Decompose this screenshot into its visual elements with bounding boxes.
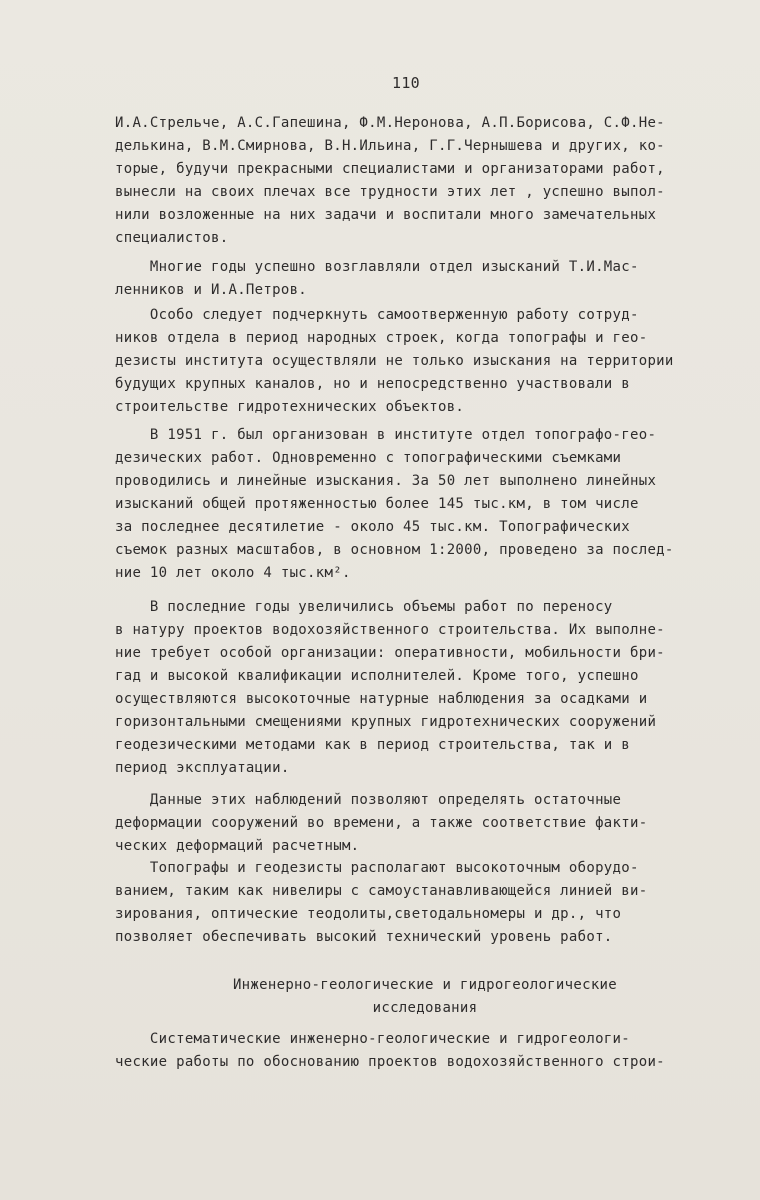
text-line: ческие работы по обоснованию проектов водохозяйственного строи-: [115, 1054, 665, 1070]
text-line: изысканий общей протяженностью более 145 тыс.км, в том числе: [115, 496, 639, 512]
heading-line: Инженерно-геологические и гидрогеологические: [232, 977, 618, 993]
text-line: осуществляются высокоточные натурные наблюдения за осадками и: [115, 691, 648, 707]
paragraph-1: [115, 112, 735, 250]
text-line: съемок разных масштабов, в основном 1:2000, проведено за послед-: [115, 542, 674, 558]
text-line: гад и высокой квалификации исполнителей. Кроме того, успешно: [115, 668, 639, 684]
text-line: дезических работ. Одновременно с топографическими съемками: [115, 450, 622, 466]
text-line: специалистов.: [115, 230, 229, 246]
text-line: Топографы и геодезисты располагают высокоточным оборудо-: [115, 860, 639, 876]
text-line: торые, будучи прекрасными специалистами и организаторами работ,: [115, 161, 665, 177]
text-line: делькина, В.М.Смирнова, В.Н.Ильина, Г.Г.Чернышева и других, ко-: [115, 138, 665, 154]
paragraph-7: [115, 857, 735, 949]
text-line: ников отдела в период народных строек, когда топографы и гео-: [115, 330, 648, 346]
text-line: В последние годы увеличились объемы работ по переносу: [115, 599, 613, 615]
text-line: за последнее десятилетие - около 45 тыс.км. Топографических: [115, 519, 630, 535]
text-line: ванием, таким как нивелиры с самоустанавливающейся линией ви-: [115, 883, 648, 899]
section-heading: [115, 974, 735, 1020]
text-line: И.А.Стрельче, А.С.Гапешина, Ф.М.Неронова, А.П.Борисова, С.Ф.Не-: [115, 115, 665, 131]
paragraph-4: [115, 424, 735, 585]
text-line: период эксплуатации.: [115, 760, 290, 776]
text-line: дезисты института осуществляли не только изыскания на территории: [115, 353, 674, 369]
text-line: ние 10 лет около 4 тыс.км².: [115, 565, 351, 581]
paragraph-8: [115, 1028, 735, 1074]
text-line: позволяет обеспечивать высокий технический уровень работ.: [115, 929, 613, 945]
paragraph-5: [115, 596, 735, 780]
text-line: ние требует особой организации: оперативности, мобильности бри-: [115, 645, 665, 661]
paragraph-6: [115, 789, 735, 858]
text-line: вынесли на своих плечах все трудности этих лет , успешно выпол-: [115, 184, 665, 200]
text-line: в натуру проектов водохозяйственного строительства. Их выполне-: [115, 622, 665, 638]
paragraph-2: [115, 256, 735, 302]
text-line: горизонтальными смещениями крупных гидротехнических сооружений: [115, 714, 657, 730]
heading-line: исследования: [372, 1000, 478, 1016]
text-line: нили возложенные на них задачи и воспитали много замечательных: [115, 207, 657, 223]
page-number: 110: [392, 74, 420, 92]
text-line: зирования, оптические теодолиты,светодальномеры и др., что: [115, 906, 622, 922]
text-line: ческих деформаций расчетным.: [115, 838, 360, 854]
text-line: геодезическими методами как в период строительства, так и в: [115, 737, 630, 753]
text-line: Данные этих наблюдений позволяют определять остаточные: [115, 792, 622, 808]
text-line: Многие годы успешно возглавляли отдел изысканий Т.И.Мас-: [115, 259, 639, 275]
paragraph-3: [115, 304, 735, 419]
text-line: ленников и И.А.Петров.: [115, 282, 308, 298]
text-line: Особо следует подчеркнуть самоотверженную работу сотруд-: [115, 307, 639, 323]
text-line: В 1951 г. был организован в институте отдел топографо-гео-: [115, 427, 657, 443]
text-line: деформации сооружений во времени, а также соответствие факти-: [115, 815, 648, 831]
text-line: строительстве гидротехнических объектов.: [115, 399, 465, 415]
text-line: проводились и линейные изыскания. За 50 лет выполнено линейных: [115, 473, 657, 489]
text-line: будущих крупных каналов, но и непосредственно участвовали в: [115, 376, 630, 392]
text-line: Систематические инженерно-геологические и гидрогеологи-: [115, 1031, 630, 1047]
